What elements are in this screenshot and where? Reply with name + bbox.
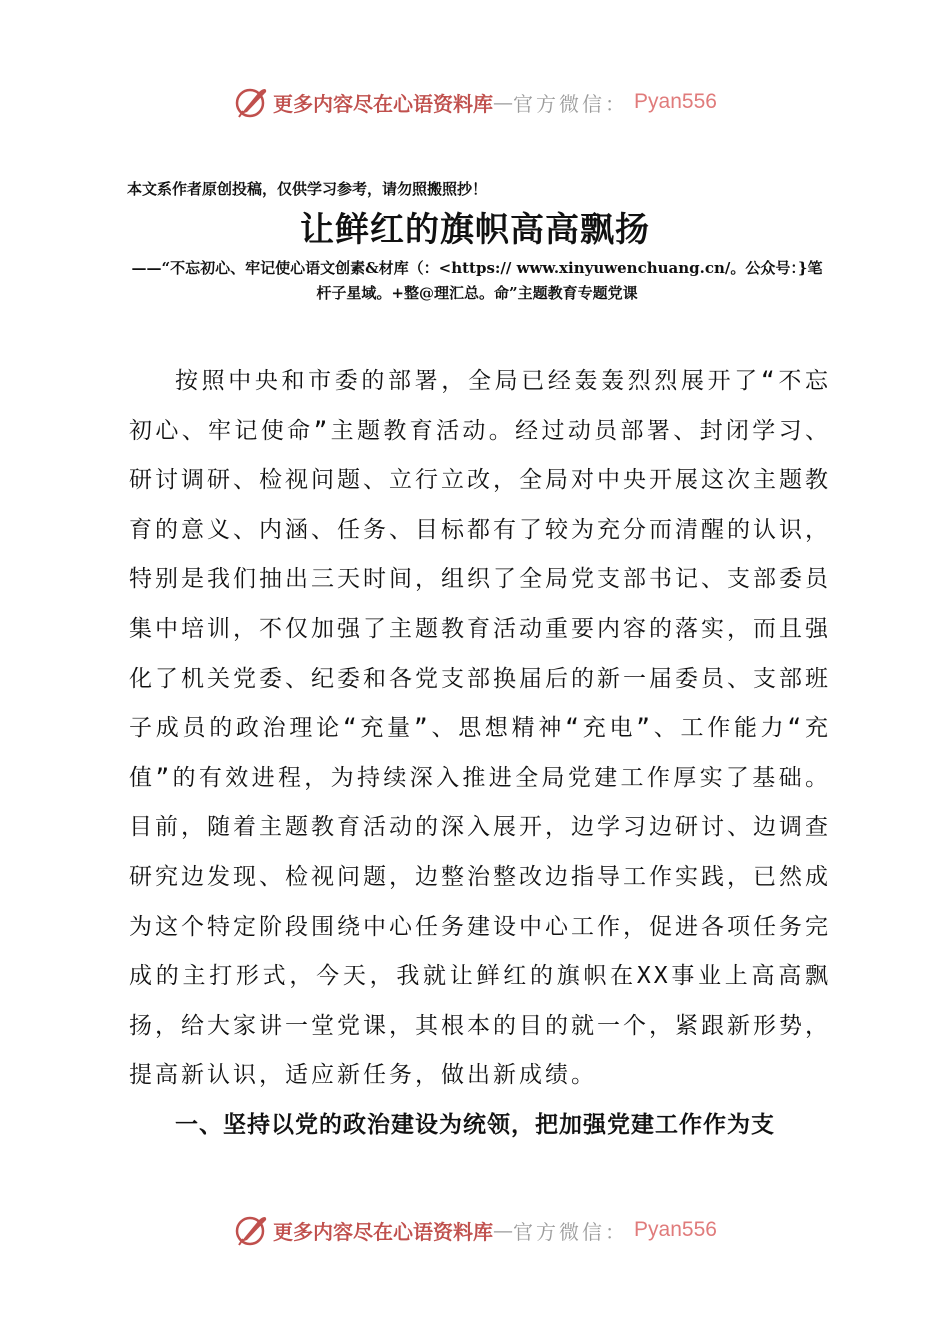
banner-brand-text: 更多内容尽在心语资料库 <box>273 1219 494 1244</box>
quill-pen-logo-icon <box>233 84 269 120</box>
header-banner <box>0 82 950 122</box>
page-subtitle: ——“不忘初心、牢记使心语文创素&材库（：<https:// www.xinyuwenchuang.cn/。公众号：}笔杆子星域。+整@理汇总。命”主题教育专题党课 <box>131 259 823 302</box>
copyright-notice: 本文系作者原创投稿，仅供学习参考，请勿照搬照抄！ <box>127 180 488 198</box>
banner-dash: — <box>493 1218 514 1242</box>
quill-pen-logo-icon <box>233 1212 269 1248</box>
banner-wechat-id: Pyan556 <box>634 90 717 113</box>
banner-wechat-label: 官方微信： <box>513 1219 629 1244</box>
banner-brand-text: 更多内容尽在心语资料库 <box>273 91 494 116</box>
body-paragraph: 按照中央和市委的部署，全局已经轰轰烈烈展开了“不忘初心、牢记使命”主题教育活动。经过动员部署、封闭学习、研讨调研、检视问题、立行立改，全局对中央开展这次主题教育的意义、内涵、任务、目标都有了较为充分而清醒的认识，特别是我们抽出三天时间，组织了全局党支部书记、支部委员集中培训，不仅加强了主题教育活动重要内容的落实，而且强化了机关党委、纪委和各党支部换届后的新一届委员、支部班子成员的政治理论“充量”、思想精神“充电”、工作能力“充值”的有效进程，为持续深入推进全局党建工作厚实了基础。目前，随着主题教育活动的深入展开，边学习边研讨、边调查研究边发现、检视问题，边整治整改边指导工作实践，已然成为这个特定阶段围绕中心任务建设中心工作，促进各项任务完成的主打形式，今天，我就让鲜红的旗帜在XX事业上高高飘扬，给大家讲一堂党课，其根本的目的就一个，紧跟新形势，提高新认识，适应新任务，做出新成绩。 <box>129 368 831 1089</box>
footer-banner <box>0 1210 950 1250</box>
section-heading: 一、坚持以党的政治建设为统领，把加强党建工作作为支 <box>175 1112 775 1138</box>
banner-wechat-label: 官方微信： <box>513 91 629 116</box>
page-title: 让鲜红的旗帜高高飘扬 <box>300 210 650 250</box>
banner-wechat-id: Pyan556 <box>634 1218 717 1241</box>
banner-dash: — <box>493 90 514 114</box>
